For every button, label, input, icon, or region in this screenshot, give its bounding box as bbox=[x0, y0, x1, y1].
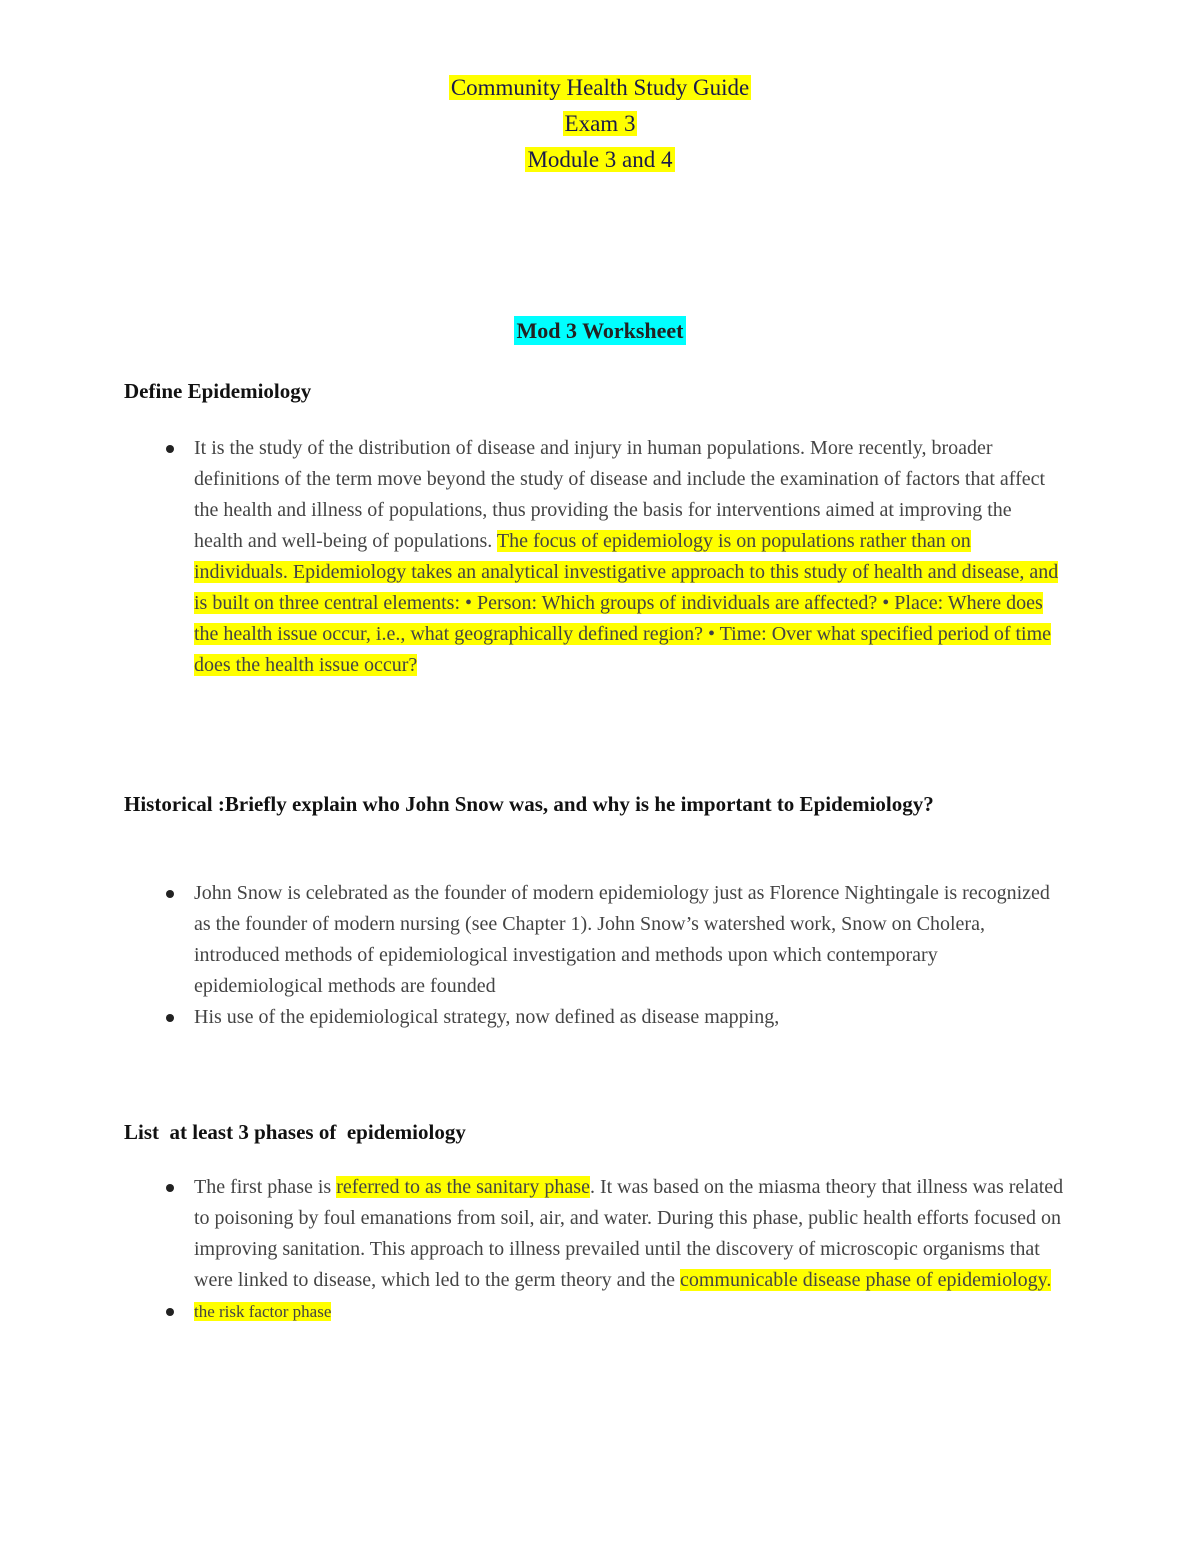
list-item: the risk factor phase bbox=[124, 1296, 1064, 1327]
list-item: The first phase is referred to as the sanitary phase. It was based on the miasma theory that illness was related to poisoning by foul emanations from soil, air, and water. During this phase, public health efforts focused on improving sanitation. This approach to illness prevailed until the discovery of microscopic organisms that were linked to disease, which led to the germ theory and the communicable disease phase of epidemiology. bbox=[124, 1172, 1064, 1296]
historical-heading: Historical :Briefly explain who John Snow was, and why is he important to Epidemiology? bbox=[124, 792, 934, 816]
title-block bbox=[0, 70, 1200, 178]
doc-title: Community Health Study Guide bbox=[450, 75, 750, 100]
doc-module: Module 3 and 4 bbox=[527, 147, 673, 172]
bullet-icon bbox=[166, 1184, 174, 1192]
phases-list bbox=[124, 1172, 1064, 1327]
bullet-icon bbox=[166, 1308, 174, 1316]
define-heading: Define Epidemiology bbox=[124, 379, 312, 403]
phases-heading: List at least 3 phases of epidemiology bbox=[124, 1120, 466, 1144]
bullet-icon bbox=[166, 1014, 174, 1022]
list-item: John Snow is celebrated as the founder of modern epidemiology just as Florence Nightingale is recognized as the founder of modern nursing (see Chapter 1). John Snow’s watershed work, Snow on Cholera, introduced methods of epidemiological investigation and methods upon which contemporary epidemiological methods are founded bbox=[124, 878, 1064, 1002]
mod3-heading: Mod 3 Worksheet bbox=[516, 318, 684, 343]
define-list bbox=[124, 433, 1064, 681]
list-item: It is the study of the distribution of disease and injury in human populations. More recently, broader definitions of the term move beyond the study of disease and include the examination of factors that affect the health and illness of populations, thus providing the basis for interventions aimed at improving the health and well-being of populations. The focus of epidemiology is on populations rather than on individuals. Epidemiology takes an analytical investigative approach to this study of health and disease, and is built on three central elements: • Person: Which groups of individuals are affected? • Place: Where does the health issue occur, i.e., what geographically defined region? • Time: Over what specified period of time does the health issue occur? bbox=[124, 433, 1064, 681]
historical-list bbox=[124, 878, 1064, 1033]
list-item: His use of the epidemiological strategy, now defined as disease mapping, bbox=[124, 1002, 1064, 1033]
doc-exam: Exam 3 bbox=[564, 111, 636, 136]
bullet-icon bbox=[166, 890, 174, 898]
bullet-icon bbox=[166, 445, 174, 453]
